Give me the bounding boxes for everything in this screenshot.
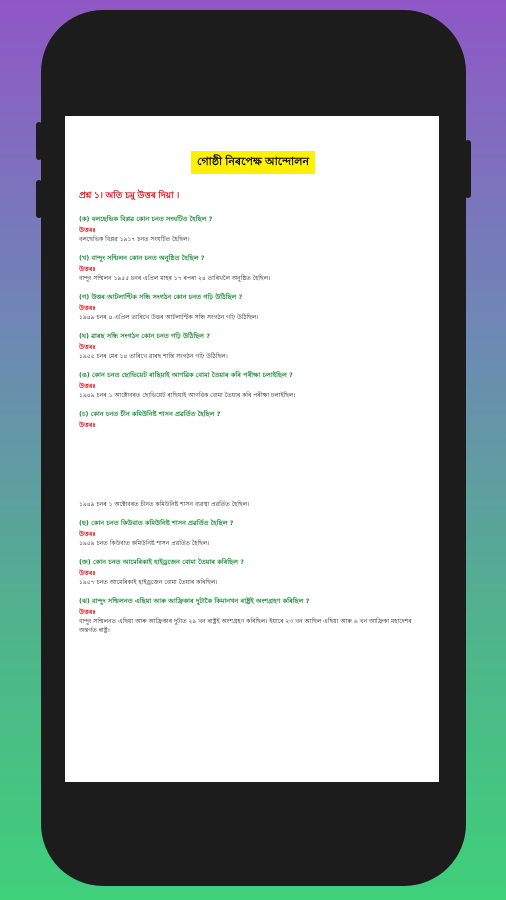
answer: ১৯৪৯ চনৰ ৪ এপ্ৰিল তাৰিখে উত্তৰ আটলাণ্টিক সন্ধি সংগঠন গঢ়ি উঠিছিল। [79, 314, 259, 321]
volume-up-button [36, 122, 42, 160]
qa-item [79, 215, 427, 244]
answer: ১৯৫৫ চনৰ মেৰ ১৪ তাৰিখে ৱাৰছ শান্তি সংগঠন গঢ়ি উঠিছিল। [79, 353, 228, 360]
answer-label: উত্তৰঃ [79, 608, 96, 616]
answer-label: উত্তৰঃ [79, 343, 96, 351]
answer-label: উত্তৰঃ [79, 421, 96, 429]
answer: বলছেভিক বিপ্লৱ ১৯১৭ চনত সংঘটিত হৈছিল। [79, 236, 190, 243]
answer: ১৯৫৯ চনত কিউবাত কমিউনিষ্ট শাসন প্ৰৱৰ্তিত হৈছিল। [79, 540, 210, 547]
qa-item [79, 371, 427, 400]
question: (গ) উত্তৰ আটলাণ্টিক সন্ধি সংগঠন কোন চনত গঢ়ি উঠিছিল ? [79, 293, 243, 301]
answer: ১৯৪৯ চনৰ ১ আক্টোবৰত ছোভিয়েট ৰাছিয়াই আণৱিক বোমা তৈয়াৰ কৰি পৰীক্ষা চলাইছিল। [79, 392, 296, 399]
phone-screen[interactable] [65, 116, 439, 782]
answer: বান্দুং সন্মিলন ১৯৫৫ চনৰ এপ্ৰিল মাহৰ ১৭ ৰপৰা ২৪ তাৰিখলৈ অনুষ্ঠিত হৈছিল। [79, 275, 271, 282]
section-heading: প্ৰশ্ন ১। অতি চমু উত্তৰ দিয়া । [79, 190, 180, 200]
blank-space [79, 430, 427, 500]
qa-item [79, 558, 427, 587]
qa-item [79, 332, 427, 361]
answer-label: উত্তৰঃ [79, 382, 96, 390]
answer: ১৯৫৭ চনত আমেৰিকাই হাইড্ৰজেন বোমা তৈয়াৰ কৰিছিল। [79, 579, 218, 586]
answer: ১৯৪৯ চনৰ ১ অক্টোবৰত চীনত কমিউনিষ্ট শাসন ব্যৱস্থা প্ৰৱৰ্তিত হৈছিল। [79, 501, 250, 508]
question: (ঘ) ৱাৰছ সন্ধি সংগঠন কোন চনত গঢ়ি উঠিছিল ? [79, 332, 211, 340]
answer-label: উত্তৰঃ [79, 226, 96, 234]
question: (ঙ) কোন চনত ছোভিয়েট ৰাছিয়াই আণৱিক বোমা তৈয়াৰ কৰি পৰীক্ষা চলাইছিল ? [79, 371, 293, 379]
document-page [65, 116, 439, 635]
answer-label: উত্তৰঃ [79, 304, 96, 312]
question: (ছ) কোন চনত কিউবাত কমিউনিষ্ট শাসন প্ৰৱৰ্তিত হৈছিল ? [79, 519, 234, 527]
volume-down-button [36, 180, 42, 218]
qa-item [79, 597, 427, 635]
question: (জ) কোন চনত আমেৰিকাই হাইড্ৰজেন বোমা তৈয়াৰ কৰিছিল ? [79, 558, 244, 566]
question: (চ) কোন চনত চীন কমিউনিষ্ট শাসন প্ৰৱৰ্তিত হৈছিল ? [79, 410, 221, 418]
document-title: গোষ্ঠী নিৰপেক্ষ আন্দোলন [191, 151, 315, 174]
question: (ক) বলছেভিক বিপ্লৱ কোন চনত সংঘটিত হৈছিল ? [79, 215, 213, 223]
question: (ঝ) বান্দুং সন্মিলনত এছিয়া আৰু আফ্ৰিকাৰ দুটাকৈ কিমানখন ৰাষ্ট্ৰই অংশগ্ৰহণ কৰিছিল ? [79, 597, 310, 605]
qa-item [79, 254, 427, 283]
answer: বান্দুং সন্মিলনত এছিয়া আৰু আফ্ৰিকাৰ দুটাত ২৯ খন ৰাষ্ট্ৰই অংশগ্ৰহণ কৰিছিল। ইয়াৰে ২৩ খন আছিল এছিয়া আৰু ৬ খন আফ্ৰিকা মহাদেশৰ অন্তৰ্গত ৰাষ্ট্ৰ। [79, 618, 412, 634]
answer-label: উত্তৰঃ [79, 569, 96, 577]
qa-item [79, 410, 427, 509]
question: (খ) বান্দুং সন্মিলন কোন চনত অনুষ্ঠিত হৈছিল ? [79, 254, 205, 262]
answer-label: উত্তৰঃ [79, 265, 96, 273]
answer-label: উত্তৰঃ [79, 530, 96, 538]
qa-item [79, 519, 427, 548]
qa-item [79, 293, 427, 322]
power-button [465, 140, 471, 198]
